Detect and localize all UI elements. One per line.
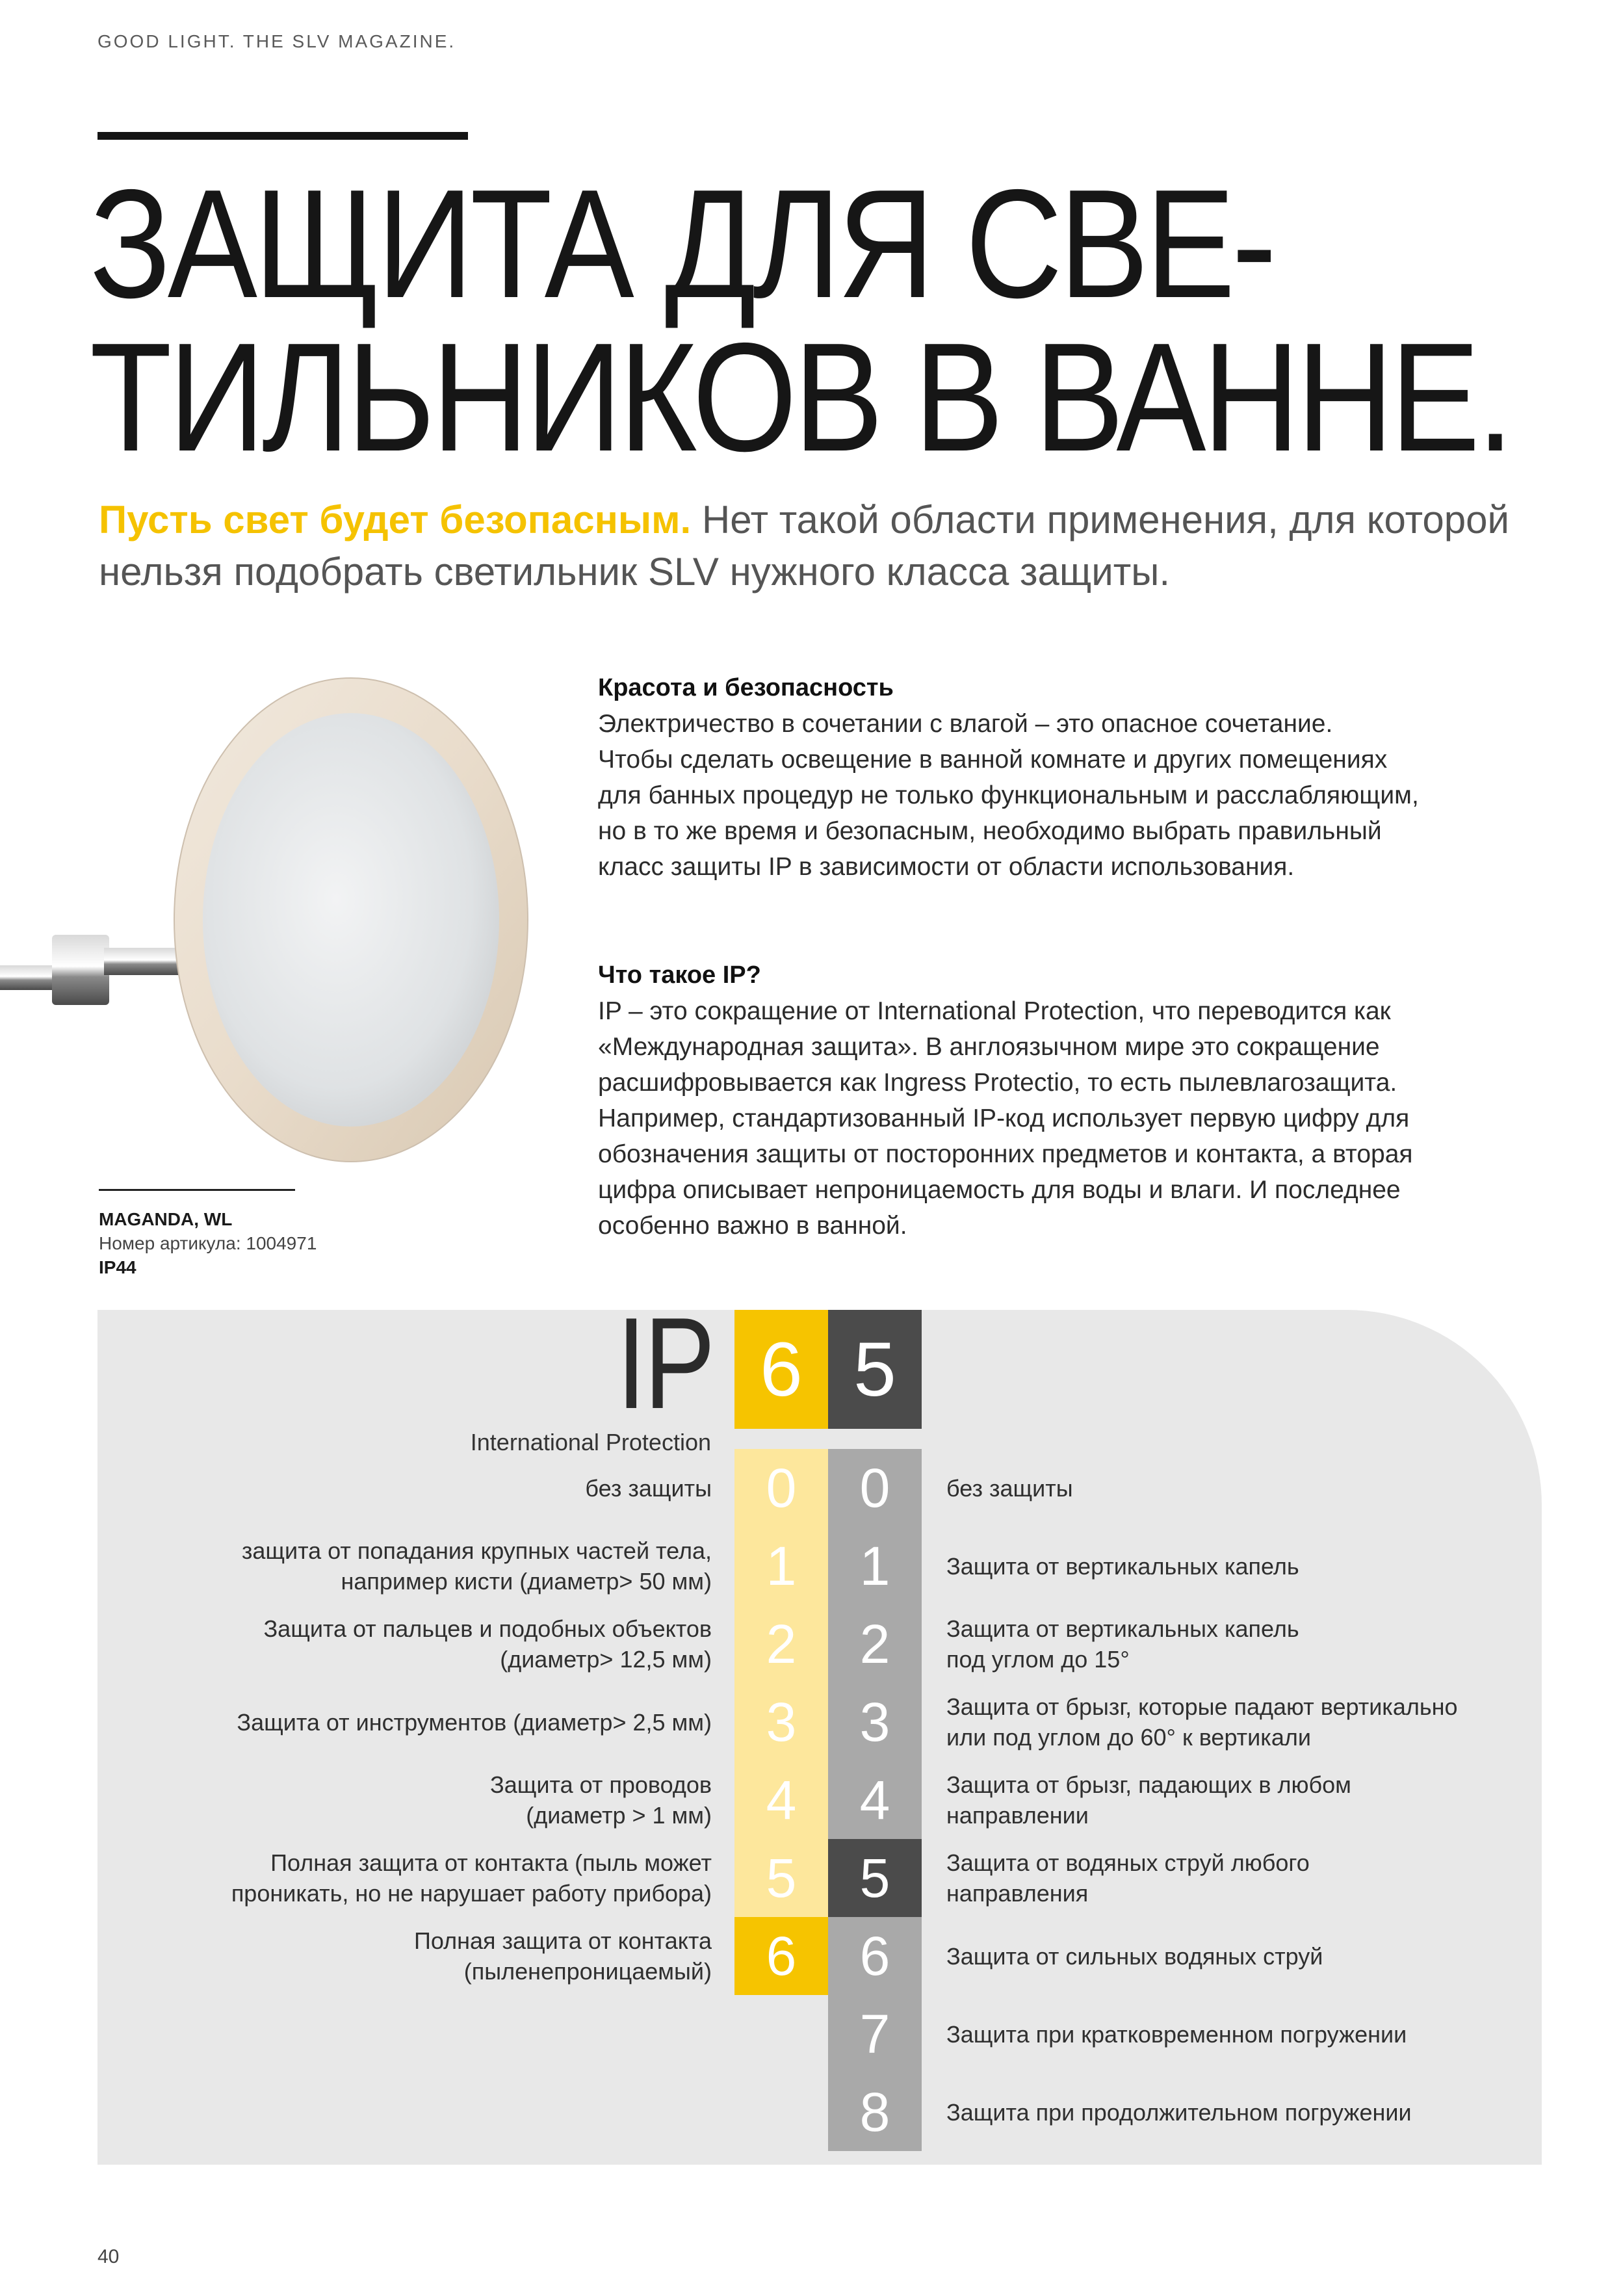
- solid-digit-1: 1: [734, 1527, 828, 1605]
- desc-line: под углом до 15°: [946, 1646, 1130, 1673]
- water-digit-8: 8: [828, 2073, 922, 2151]
- desc-line: например кисти (диаметр> 50 мм): [341, 1568, 712, 1595]
- desc-line: Защита от вертикальных капель: [946, 1615, 1299, 1642]
- section-heading: Что такое IP?: [598, 961, 761, 989]
- product-name: MAGANDA, WL: [99, 1209, 233, 1229]
- desc-line: Защита от брызг, которые падают вертикально: [946, 1693, 1458, 1720]
- water-digit-4: 4: [828, 1761, 922, 1839]
- desc-line: направления: [946, 1880, 1089, 1907]
- solid-protection-desc: [127, 1683, 712, 1761]
- water-protection-desc: [946, 1527, 1499, 1605]
- desc-line: Защита от брызг, падающих в любом: [946, 1771, 1351, 1798]
- ip-label: IP: [616, 1291, 713, 1436]
- ip-first-digit: 6: [734, 1310, 828, 1429]
- lead-paragraph: [99, 494, 1594, 598]
- water-protection-desc: [946, 1917, 1499, 1995]
- desc-line: Полная защита от контакта: [413, 1927, 712, 1954]
- desc-line: без защиты: [585, 1474, 712, 1502]
- desc-line: проникать, но не нарушает работу прибора): [231, 1880, 712, 1907]
- solid-protection-desc: [127, 1449, 712, 1527]
- solid-protection-desc: [127, 1527, 712, 1605]
- ip-sublabel: International Protection: [470, 1429, 711, 1455]
- section-line: обозначения защиты от посторонних предметов и контакта, а вторая: [598, 1140, 1413, 1168]
- water-protection-desc: [946, 1605, 1499, 1683]
- solid-protection-desc: [127, 1605, 712, 1683]
- section-line: IP – это сокращение от International Protection, что переводится как: [598, 997, 1391, 1025]
- desc-line: Защита при продолжительном погружении: [946, 2098, 1412, 2126]
- section-what-is-ip: [598, 958, 1521, 1244]
- section-line: Электричество в сочетании с влагой – это опасное сочетание.: [598, 710, 1333, 738]
- section-line: «Международная защита». В англоязычном мире это сокращение: [598, 1033, 1380, 1061]
- water-protection-desc: [946, 1839, 1499, 1917]
- desc-line: (диаметр> 12,5 мм): [500, 1646, 712, 1673]
- water-protection-desc: [946, 1449, 1499, 1527]
- water-digit-7: 7: [828, 1995, 922, 2073]
- headline-line-1: ЗАЩИТА ДЛЯ СВЕ-: [90, 158, 1273, 330]
- section-line: цифра описывает непроницаемость для воды и влаги. И последнее: [598, 1176, 1401, 1204]
- desc-line: направлении: [946, 1802, 1089, 1829]
- desc-line: (пыленепроницаемый): [463, 1958, 712, 1985]
- solid-digit-3: 3: [734, 1683, 828, 1761]
- headline: [90, 158, 1511, 484]
- section-line: Например, стандартизованный IP-код использует первую цифру для: [598, 1104, 1410, 1132]
- section-beauty-safety: [598, 670, 1521, 885]
- water-protection-desc: [946, 2073, 1499, 2151]
- desc-line: или под углом до 60° к вертикали: [946, 1724, 1311, 1751]
- section-line: особенно важно в ванной.: [598, 1212, 907, 1240]
- solid-protection-desc: [127, 1761, 712, 1839]
- desc-line: Защита от инструментов (диаметр> 2,5 мм): [237, 1708, 712, 1736]
- ip-second-digit: 5: [828, 1310, 922, 1429]
- section-line: Чтобы сделать освещение в ванной комнате и других помещениях: [598, 746, 1388, 774]
- product-article: Номер артикула: 1004971: [99, 1233, 317, 1253]
- desc-line: (диаметр > 1 мм): [526, 1802, 712, 1829]
- solid-digit-6: 6: [734, 1917, 828, 1995]
- solid-protection-desc: [127, 1917, 712, 1995]
- headline-line-2: ТИЛЬНИКОВ В ВАННЕ.: [90, 311, 1511, 484]
- section-line: но в то же время и безопасным, необходимо выбрать правильный: [598, 817, 1382, 845]
- solid-digit-0: 0: [734, 1449, 828, 1527]
- page-number: 40: [97, 2246, 120, 2267]
- lead-accent: Пусть свет будет безопасным.: [99, 498, 692, 541]
- water-protection-desc: [946, 1995, 1499, 2073]
- section-line: для банных процедур не только функциональным и расслабляющим,: [598, 781, 1419, 809]
- water-digit-5: 5: [828, 1839, 922, 1917]
- section-line: расшифровывается как Ingress Protectio, то есть пылевлагозащита.: [598, 1069, 1397, 1097]
- water-digit-0: 0: [828, 1449, 922, 1527]
- product-ip: IP44: [99, 1257, 136, 1277]
- solid-protection-desc: [127, 1839, 712, 1917]
- desc-line: защита от попадания крупных частей тела,: [241, 1537, 712, 1564]
- desc-line: Защита от водяных струй любого: [946, 1849, 1310, 1876]
- water-digit-1: 1: [828, 1527, 922, 1605]
- desc-line: без защиты: [946, 1474, 1073, 1502]
- desc-line: Защита от вертикальных капель: [946, 1552, 1299, 1580]
- water-protection-desc: [946, 1761, 1499, 1839]
- water-protection-desc: [946, 1683, 1499, 1761]
- desc-line: Защита при кратковременном погружении: [946, 2020, 1407, 2048]
- mirror-illustration: [0, 663, 533, 1170]
- desc-line: Полная защита от контакта (пыль может: [270, 1849, 712, 1876]
- solid-digit-4: 4: [734, 1761, 828, 1839]
- caption-rule: [99, 1189, 295, 1191]
- lead-text: Нет такой области применения, для которой нельзя подобрать светильник SLV нужного класса защиты.: [99, 498, 1510, 594]
- water-digit-3: 3: [828, 1683, 922, 1761]
- desc-line: Защита от сильных водяных струй: [946, 1942, 1323, 1970]
- water-digit-2: 2: [828, 1605, 922, 1683]
- desc-line: Защита от проводов: [490, 1771, 712, 1798]
- magazine-title: GOOD LIGHT. THE SLV MAGAZINE.: [97, 31, 456, 51]
- mirror-image: [0, 663, 533, 1170]
- section-heading: Красота и безопасность: [598, 674, 894, 701]
- top-rule: [97, 132, 468, 140]
- water-digit-6: 6: [828, 1917, 922, 1995]
- section-line: класс защиты IP в зависимости от области использования.: [598, 853, 1295, 881]
- solid-digit-2: 2: [734, 1605, 828, 1683]
- desc-line: Защита от пальцев и подобных объектов: [263, 1615, 712, 1642]
- solid-digit-5: 5: [734, 1839, 828, 1917]
